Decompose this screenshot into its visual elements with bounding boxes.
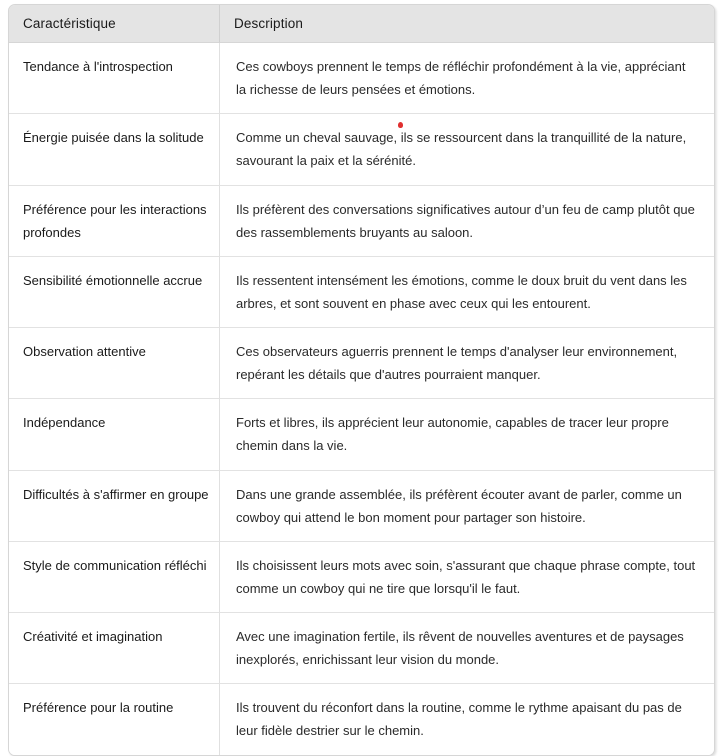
cell-feature: Énergie puisée dans la solitude (9, 113, 219, 184)
cell-description: Ils préfèrent des conversations significatives autour d’un feu de camp plutôt que des rassemblements bruyants au saloon. (219, 185, 714, 256)
cell-description: Ils ressentent intensément les émotions, comme le doux bruit du vent dans les arbres, et sont souvent en phase avec ceux qui les entourent. (219, 256, 714, 327)
table-body (9, 43, 714, 755)
table-row (9, 113, 714, 184)
column-header-description: Description (219, 5, 714, 43)
table-row (9, 256, 714, 327)
cell-description: Ils trouvent du réconfort dans la routine, comme le rythme apaisant du pas de leur fidèle destrier sur le chemin. (219, 683, 714, 754)
table-row (9, 541, 714, 612)
table-header-row (9, 5, 714, 43)
feature-table-container (8, 4, 713, 756)
table-row (9, 185, 714, 256)
table-row (9, 612, 714, 683)
cell-feature: Observation attentive (9, 327, 219, 398)
table-header (9, 5, 714, 43)
table-row (9, 398, 714, 469)
cell-description: Ces cowboys prennent le temps de réfléchir profondément à la vie, appréciant la richesse de leurs pensées et émotions. (219, 43, 714, 113)
cell-feature: Créativité et imagination (9, 612, 219, 683)
cell-description: Ces observateurs aguerris prennent le temps d'analyser leur environnement, repérant les détails que d'autres pourraient manquer. (219, 327, 714, 398)
cell-description: Forts et libres, ils apprécient leur autonomie, capables de tracer leur propre chemin dans la vie. (219, 398, 714, 469)
cell-feature: Indépendance (9, 398, 219, 469)
cell-feature: Préférence pour la routine (9, 683, 219, 754)
cell-feature: Style de communication réfléchi (9, 541, 219, 612)
cell-feature: Sensibilité émotionnelle accrue (9, 256, 219, 327)
characteristics-table (8, 4, 715, 756)
column-header-caracteristique: Caractéristique (9, 5, 219, 43)
table-row (9, 470, 714, 541)
cell-description: Ils choisissent leurs mots avec soin, s'assurant que chaque phrase compte, tout comme un cowboy qui ne tire que lorsqu'il le faut. (219, 541, 714, 612)
cell-description: Avec une imagination fertile, ils rêvent de nouvelles aventures et de paysages inexplorés, enrichissant leur vision du monde. (219, 612, 714, 683)
table-row (9, 327, 714, 398)
cell-feature: Tendance à l'introspection (9, 43, 219, 113)
cell-description: Dans une grande assemblée, ils préfèrent écouter avant de parler, comme un cowboy qui attend le bon moment pour partager son histoire. (219, 470, 714, 541)
table-row (9, 683, 714, 754)
cell-feature: Préférence pour les interactions profondes (9, 185, 219, 256)
table-row (9, 43, 714, 113)
cell-description: Comme un cheval sauvage, ils se ressourcent dans la tranquillité de la nature, savourant la paix et la sérénité. (219, 113, 714, 184)
cell-feature: Difficultés à s'affirmer en groupe (9, 470, 219, 541)
